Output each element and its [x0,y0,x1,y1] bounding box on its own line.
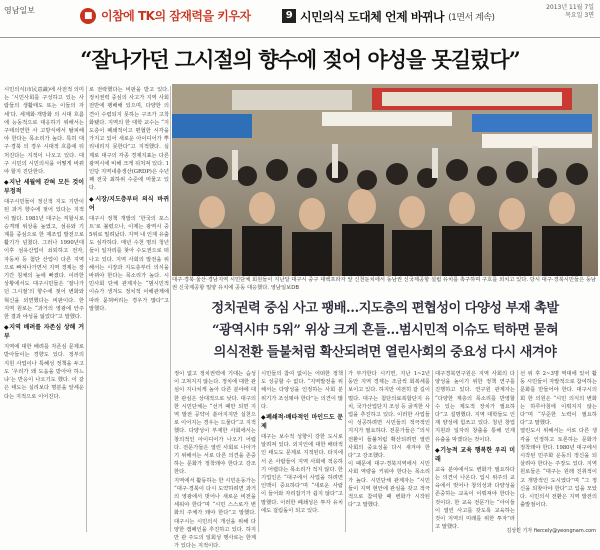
column-5 [348,370,430,534]
byline: 김상진 기자 fiercely@yeongnam.com [506,528,596,534]
subhead: ◆시장/지도층부터 의식 바뀌어 [89,195,169,212]
column-4 [261,370,343,534]
series-title [282,5,495,27]
dateline-date: 2013년 11월 7일 [546,4,594,11]
subhead: ◆지난 세월에 갇혀 모든 것이 부정적 [4,179,84,196]
photo-caption [172,277,598,295]
section-tag [80,5,270,27]
series-title-text: 시민의식 도대체 언제 바뀌나 [300,9,445,24]
column-divider [432,370,433,532]
paper-name: 영남일보 [4,6,35,15]
series-sub: (1면서 계속) [448,12,495,23]
column-divider [86,86,87,532]
subhead: ◆폐쇄적·배타적인 마인드도 문제 [261,414,343,431]
paragraph: 대구시민들이 정신적 지도 기반이 된 과거 향수에 젖어 있다는 지적이 많다. 1981년 대구는 직할시로 승격돼 위상을 높였고, 섬유와 기계를 중심으로 한 제조업 발전으로 활기가 넘쳤다. 그러나 1990년대 이후 섬유산업이 쇠퇴하고 전자, 자동차 등 첨단 산업이 다른 지역으로 빠져나가면서 지역 경제는 장기간 침체의 늪에 빠졌다. 이러한 상황에서도 대구시민들은 ‘잘나가던 그시절’의 향수에 젖어 변화와 혁신을 외면했다는 비판이다. 한 지역 원로는 “과거의 영광에 안주한 결과 야성을 잃었다”고 말했다. [4,199,84,321]
column-divider [517,370,518,532]
column-divider [345,370,346,532]
column-6 [435,370,515,534]
paragraph: 대구경북연구원은 지역 사회의 다양성을 높이기 위한 정책 연구를 진행하고 있다. 연구원 관계자는 “다양한 계층의 목소리를 반영할 수 있는 제도적 장치가 필요하다”고 설명했다. 지역 대학들도 인재 양성에 힘쓰고 있다. 청년 창업 지원과 일자리 창출을 통해 인재 유출을 막겠다는 것이다. [435,371,515,443]
deck-line: “광역시中 5위” 위상 크게 흔들…범시민적 이슈도 턱하면 묻혀 [211,323,559,338]
headline: “잘나가던 그시절의 향수에 젖어 야성을 못길렀다” [80,47,520,72]
paragraph: 교육 분야에서도 변화가 필요하다는 의견이 나온다. 입시 위주의 교육에서 벗어나 창의성과 다양성을 존중하는 교육이 이뤄져야 한다는 것이다. 한 교육 전문가는 “아이들이 열린 사고를 갖도록 교육하는 것이 지역의 미래를 위한 투자”라고 말했다. [435,466,515,531]
paragraph: 이 때문에 대구·경북지역에서 시민사회 역량을 키워야 한다는 목소리가 높다. 시민단체 관계자는 “시민들이 지역 현안에 관심을 갖고 적극적으로 참여할 때 변화가 시작된다”고 말했다. [348,461,430,509]
paragraph: 로 전락했다는 비판을 받고 있다. 정치권력 중심의 사고가 지역 사회 전반에 팽배해 있으며, 다양한 의견이 수렴되지 못하는 구조가 고착화됐다. 지역의 한 대학 교수는 “지도층이 폐쇄적이고 편협한 시각을 가지고 있어 새로운 아이디어가 뿌리내리지 못한다”고 지적했다. 실제로 대구의 각종 경제지표는 다른 광역시에 비해 크게 뒤처져 있다. 1인당 지역내총생산(GRDP)은 수년째 전국 최하위 수준에 머물고 있다. [89,87,169,192]
caption-text: 대구·경북·울산·경남지역 시민단체 회원들이 지난달 대구시 중구 대백프라자 앞 신천둔치에서 동남권 신국제공항 설립 유치를 촉구하며 구호를 외치고 있다. 당시 대구·경북시민들은 동남권 신국제공항 밀양 유치에 공동 대응했다. [172,277,597,291]
photo-credit: 영남일보DB [270,284,299,291]
paragraph: 지역에서 활동하는 한 시민운동가는 “대구·경북이 다시 도약하려면 과거의 영광에서 벗어나 새로운 비전을 세워야 한다”며 “시민 스스로가 변화의 주체가 돼야 한다”고 말했다. 대구시는 시민의식 개선을 위해 다양한 캠페인을 추진하고 있다. 하지만 관 주도의 일회성 행사로는 한계가 있다는 지적이다. [174,477,256,550]
deck-line: 정치권력 중심 사고 팽배…지도층의 편협성이 다양성 부재 촉발 [211,301,559,316]
subhead: ◆기능적 교육 행복한 우리 미래 [435,446,515,463]
paragraph: 정이 없고 정치권력에 기대는 습성이 고쳐지지 않는다. 정치에 대한 관심이 지나치게 높아 다른 분야에 대한 관심은 상대적으로 낮다. 대구의 한 시민단체는 “선거 때만 되면 지역 발전 공약이 쏟아지지만 실천으로 이어지는 경우는 드물다”고 지적했다. 다양성이 부재한 사회에서는 창의적인 아이디어가 나오기 어렵다. 전문가들은 열린 사회로 나아가기 위해서는 서로 다른 의견을 존중하는 문화가 정착돼야 한다고 강조한다. [174,371,256,476]
column-divider [258,370,259,532]
masthead [0,0,600,38]
paragraph: 대구는 보수적 성향이 강한 도시로 알려져 있다. 외지인에 대한 배타적인 태도도 문제로 지적된다. 타지에서 온 사람들이 지역 사회에 적응하기 어렵다는 목소리가 적지 않다. 한 기업인은 “대구에서 사업을 하려면 인맥이 중요하다”며 “새로운 사람이 들어와 자리잡기가 쉽지 않다”고 말했다. 이러한 폐쇄성은 투자 유치에도 걸림돌이 되고 있다. [261,434,343,514]
intro-paragraph: 시민의식(市民意識)에 사전적 의미는 ‘시민사회를 구성하고 있는 사람들의 생활태도 또는 이들의 자세’다. 세계화·개방화 의 시대 흐름에 능동적으로 대응하기 위해서는 구태의연한 사 고방식에서 탈피해야 한다는 목소리가 높다. 특히 대구·경북 의 경우 시대적 흐름에 뒤처진다는 지적이 나오고 있다. 대구 시민의 시민의식을 어떻게 바꿔야 할지 진단한다. [4,87,84,176]
paragraph: 가 부가한다 시키면, 지난 1~2년 동안 지역 경제는 조금씩 회복세를 보이고 있다. 하지만 여전히 갈 길이 멀다. 대구는 첨단의료복합단지 유치, 국가산업단지 조성 등 굵직한 사업을 추진하고 있다. 이러한 사업들이 성공하려면 시민들의 적극적인 지지가 필요하다. 전문가들은 “의식 전환이 들불처럼 확산되려면 열린 사회의 중요성을 다시 새겨야 한다”고 강조했다. [348,371,430,460]
column-2 [89,86,169,534]
paragraph: 지역에 대한 배려를 자존심 문제로 받아들이는 경향도 있다. 정부의 지원 사업이나 특혜성 정책을 두고도 ‘우리가 왜 도움을 받아야 하느냐’는 반응이 나오기도 했다. 이 같은 태도는 실리보다 명분을 앞세운다는 지적으로 이어진다. [4,344,84,400]
paragraph: 선 위 후 2~3명 역대에 있어 활동 시민들이 자발적으로 참여하는 문화를 만들어야 한다. 대구시의회 한 의원은 “시민 의식의 변화는 하루아침에 이뤄지지 않는다”며 “꾸준한 노력이 필요하다”고 말했다. [520,371,597,427]
column-1 [4,86,84,534]
deck-line: 의식전환 들불처럼 확산되려면 열린사회의 중요성 다시 새겨야 [213,345,557,360]
dateline-page: 목요일 3면 [565,12,594,19]
subhead: ◆지역 배려를 자존심 상해 거부 [4,324,84,341]
crowd-rally-photo [172,84,598,276]
deck-subheadlines [172,298,598,368]
column-3 [174,370,256,550]
section-marker-icon: ■ [80,8,96,24]
column-divider [170,86,171,532]
section-tag-text: 이참에 TK의 잠재력을 키우자 [101,9,251,23]
photo-illustration [172,84,598,276]
paragraph: 시민들의 참여 없이는 어떠한 정책도 성공할 수 없다. “지역발전을 위해서는 다양성을 인정하는 사회 분위기가 조성돼야 한다”는 의견이 많다. [261,371,343,410]
paragraph: 열린도시 위해서는 서로 다른 생각을 인정하고 토론하는 문화가 정착돼야 한다. 1980년 대구에서 시작된 민주화 운동의 정신을 되살려야 한다는 주장도 있다. 지역 원로들은 “대구는 원래 진취적이고 개방적인 도시였다”며 “그 정신을 되찾아야 한다”고 입을 모았다. 시민의식 전환은 지역 발전의 출발점이다. [520,428,597,509]
paragraph: 대구시 정책 개발의 ‘한국의 포스트’로 불렸으나, 이제는 광역시 중 5위로 밀려났다. 지역 내 인재 유출도 심각하다. 매년 수천 명의 청년들이 일자리를 찾아 수도권으로 떠나고 있다. 지역 사회의 발전을 위해서는 시장과 지도층부터 의식을 바꿔야 한다는 목소리가 높다. 시민사회 단체 관계자는 “범시민적 이슈가 생겨도 정치적 이해관계에 따라 묻혀버리는 경우가 많다”고 말했다. [89,215,169,312]
column-7 [520,370,597,524]
dateline [546,4,594,20]
series-number: 9 [282,9,296,23]
